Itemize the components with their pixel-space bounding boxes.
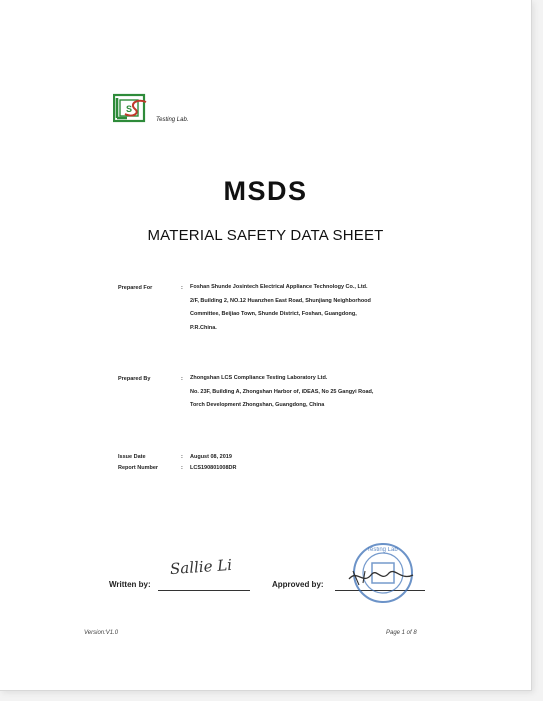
prepared-for-line: Committee, Beijiao Town, Shunde District, Foshan, Guangdong, (190, 311, 357, 317)
prepared-by-line: Zhongshan LCS Compliance Testing Laboratory Ltd. (190, 375, 328, 381)
prepared-for-line: Foshan Shunde Josintech Electrical Appliance Technology Co., Ltd. (190, 284, 368, 290)
prepared-for-line: P.R.China. (190, 324, 217, 331)
issue-date-colon: : (181, 454, 183, 460)
issue-date-label: Issue Date (118, 454, 146, 460)
page-number: Page 1 of 8 (386, 630, 417, 636)
approval-stamp (343, 541, 421, 605)
stamp-text: Testing Lab (367, 547, 398, 553)
issue-date-value: August 08, 2019 (190, 454, 232, 460)
logo-caption: Testing Lab. (156, 117, 189, 123)
prepared-by-line: No. 23F, Building A, Zhongshan Harbor of, iDEAS, No 25 Gangyi Road, (190, 388, 374, 395)
approved-by-label: Approved by: (272, 580, 324, 589)
prepared-for-line: 2/F, Building 2, NO.12 Huanzhen East Road, Shunjiang Neighborhood (190, 297, 371, 304)
written-by-label: Written by: (109, 580, 151, 589)
lcs-logo-icon (113, 92, 157, 124)
report-number-value: LCS190801008DR (190, 465, 237, 471)
written-by-line (158, 590, 250, 591)
svg-text:S: S (126, 104, 133, 114)
document-subtitle: MATERIAL SAFETY DATA SHEET (147, 227, 384, 244)
prepared-by-label: Prepared By (118, 376, 151, 382)
prepared-by-line: Torch Development Zhongshan, Guangdong, China (190, 402, 325, 408)
approval-stamp-icon (343, 541, 421, 605)
report-number-colon: : (181, 465, 183, 471)
prepared-for-colon: : (181, 285, 183, 291)
prepared-by-value (190, 372, 373, 413)
version-label: Version:V1.0 (84, 630, 119, 636)
prepared-by-colon: : (181, 376, 183, 382)
report-number-label: Report Number (118, 465, 159, 471)
lcs-logo (113, 92, 157, 124)
prepared-for-value (190, 281, 371, 335)
prepared-for-label: Prepared For (118, 285, 153, 291)
document-title: MSDS (223, 176, 308, 206)
written-signature: Sallie Li (169, 555, 233, 579)
